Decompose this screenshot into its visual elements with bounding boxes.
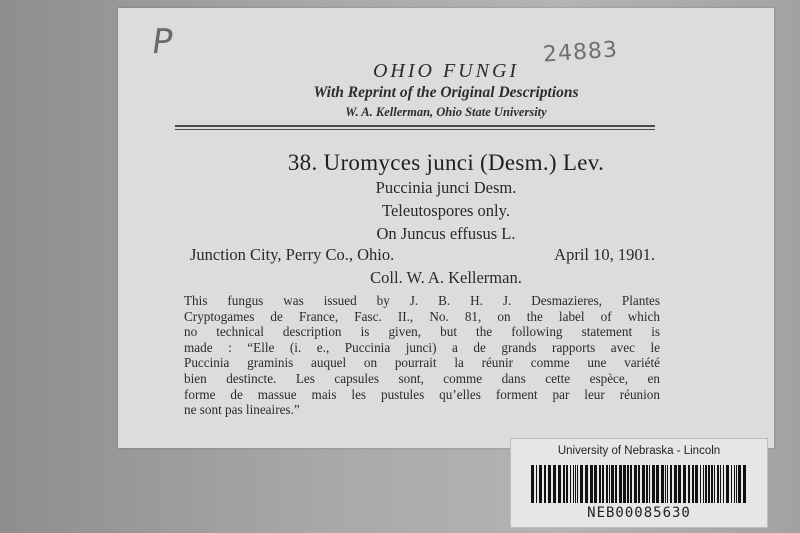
description-line: made : “Elle (i. e., Puccinia junci) a de grands rapports avec le [184,339,660,355]
barcode-bar [720,465,721,503]
barcode-bar [646,465,648,503]
barcode-bar [602,465,604,503]
barcode-bar [674,465,677,503]
barcode-bar [611,465,614,503]
barcode-bar [580,465,583,503]
reprint-subtitle: With Reprint of the Original Descriptions [313,84,579,101]
barcode-bar [553,465,556,503]
collector: Coll. W. A. Kellerman. [370,268,522,287]
species-name: 38. Uromyces junci (Desm.) Lev. [287,150,605,175]
barcode-bar [711,465,713,503]
barcode-bar [536,465,537,503]
barcode-bar [573,465,574,503]
barcode-bar [743,465,746,503]
barcode-bar [642,465,645,503]
barcode-number: NEB00085630 [587,505,691,521]
barcode-bar [566,465,568,503]
series-title: OHIO FUNGI [372,60,520,82]
barcode-bar [594,465,597,503]
description-line: Cryptogames de France, Fasc. II., No. 81, on the label of which [184,308,660,324]
barcode-bar [563,465,565,503]
author-line: W. A. Kellerman, Ohio State University [345,105,547,119]
barcode-bar [652,465,655,503]
barcode-bar [577,465,578,503]
barcode-bar [656,465,659,503]
collection-date: April 10, 1901. [554,245,655,264]
barcode-bar [688,465,690,503]
handwritten-number: 24883 [542,37,619,68]
barcode-bar [638,465,640,503]
barcode-bar [627,465,629,503]
description-block [184,293,660,418]
barcode-bar [736,465,737,503]
barcode-bar [738,465,741,503]
header-rule-thick [175,125,655,127]
description-line: Puccinia graminis auquel on pourrait la réunir comme une variété [184,355,660,371]
barcode-bar [661,465,664,503]
barcode-bar [590,465,593,503]
locality-row [190,245,655,265]
barcode-bar [708,465,710,503]
barcode-bar [599,465,601,503]
description-line: forme de massue mais les pustules qu’elles forment par leur réunion [184,386,660,402]
barcode-bar [734,465,735,503]
barcode-bar [705,465,707,503]
barcode-bar [609,465,610,503]
barcode-bar [723,465,724,503]
barcode-bar [692,465,694,503]
barcode-bar [714,465,715,503]
barcode-bar [667,465,668,503]
barcode-bar [665,465,666,503]
barcode-bar [548,465,551,503]
spore-note: Teleutospores only. [382,201,510,220]
barcode-bar [531,465,534,503]
barcode-bar [731,465,732,503]
synonym: Puccinia junci Desm. [375,178,517,197]
barcode-bar [630,465,632,503]
barcode-bar [726,465,729,503]
host-plant: On Juncus effusus L. [376,224,516,243]
barcode-bar [649,465,650,503]
barcode-bar [585,465,588,503]
institution-label [510,438,768,528]
barcode-bar [539,465,542,503]
barcode-bar [544,465,546,503]
barcode-bar [570,465,571,503]
barcode-bar [670,465,672,503]
description-line: ne sont pas lineaires.” [184,402,300,418]
barcode-bar [575,465,576,503]
header-rule-thin [175,129,655,130]
barcode-bar [634,465,637,503]
barcode-bar [695,465,698,503]
handwritten-letter: P [149,22,176,62]
barcode-bar [683,465,686,503]
locality: Junction City, Perry Co., Ohio. [190,245,395,264]
barcode-bar [606,465,608,503]
barcode-bar [700,465,701,503]
barcode-bar [615,465,617,503]
description-line: no technical description is given, but the following statement is [184,324,660,340]
description-line: bien destincte. Les capsules sont, comme dans cette espèce, en [184,370,660,386]
barcode-bar [558,465,561,503]
barcode-bar [717,465,719,503]
barcode [531,465,747,503]
barcode-bar [678,465,681,503]
institution-name: University of Nebraska - Lincoln [557,445,721,457]
description-line: This fungus was issued by J. B. H. J. Desmazieres, Plantes [184,293,660,308]
barcode-bar [623,465,626,503]
barcode-bar [619,465,622,503]
barcode-bar [703,465,704,503]
